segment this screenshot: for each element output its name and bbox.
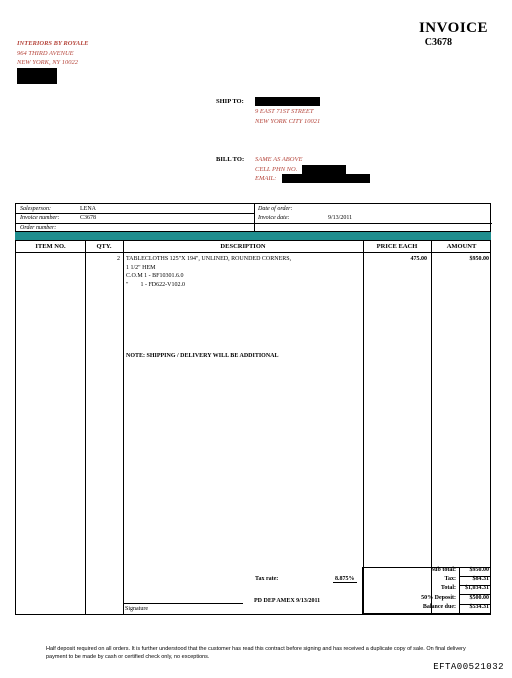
header-description: DESCRIPTION [220, 243, 266, 250]
ship-to-label: SHIP TO: [216, 98, 244, 105]
company-address-line1: 964 THIRD AVENUE [17, 49, 74, 57]
redaction-box [282, 174, 370, 183]
order-number-label: Order number: [20, 225, 57, 231]
bill-to-line1: SAME AS ABOVE [255, 156, 303, 163]
payment-note: PD DEP AMEX 9/13/2011 [254, 598, 321, 604]
company-block [17, 39, 89, 68]
description-line: " 1 - FD622-V102.0 [126, 281, 185, 288]
invoice-date-label: Invoice date: [258, 215, 290, 221]
tax-rate-label: Tax rate: [255, 576, 279, 582]
total-label: Total: [440, 585, 456, 591]
tax-value: $84.31 [472, 576, 489, 582]
salesperson-value: LENA [80, 206, 96, 212]
balance-due-label: Balance due: [422, 604, 456, 610]
ship-to-line2: NEW YORK CITY 10021 [255, 117, 321, 125]
total-value: $1,034.31 [465, 585, 489, 591]
bill-to-line3: EMAIL: [255, 175, 277, 182]
subtotal-label: Sub total: [430, 567, 456, 573]
header-price-each: PRICE EACH [376, 243, 418, 250]
tax-label: Tax: [444, 576, 456, 582]
item-price-each: 475.00 [410, 256, 427, 262]
description-line: C.O.M 1 - BF10301.6.0 [126, 273, 184, 279]
invoice-info-table [15, 203, 491, 232]
ship-to-address [255, 107, 320, 126]
signature-line [123, 603, 243, 604]
tax-rate-value: 8.875% [335, 576, 355, 582]
line-items-table [15, 240, 491, 615]
redaction-box [17, 68, 57, 84]
deposit-label: 50% Deposit: [421, 595, 456, 601]
bill-to-label: BILL TO: [216, 156, 245, 163]
bill-to-line2: CELL PHN NO. [255, 165, 298, 173]
teal-divider-bar [15, 232, 491, 240]
invoice-number: C3678 [424, 37, 452, 48]
header-amount: AMOUNT [446, 243, 477, 250]
company-name: INTERIORS BY ROYALE [17, 40, 89, 47]
deposit-value: $500.00 [469, 595, 489, 601]
header-qty: QTY. [96, 243, 112, 250]
description-line: TABLECLOTHS 125"X 194", UNLINED, ROUNDED CORNERS, [126, 256, 292, 262]
redaction-box [302, 165, 346, 174]
date-of-order-label: Date of order: [258, 206, 293, 212]
terms-footer: Half deposit required on all orders. It is further understood that the customer has read this contract before signing and has received a duplicate copy of sale. On final delivery payment to be made by cash or certified check only, no exceptions. [46, 646, 466, 660]
balance-due-value: $534.31 [469, 604, 489, 610]
subtotal-value: $950.00 [469, 567, 489, 573]
salesperson-label: Salesperson: [20, 206, 51, 212]
header-item-no: ITEM NO. [35, 243, 66, 250]
shipping-note: NOTE: SHIPPING / DELIVERY WILL BE ADDITIONAL [126, 353, 279, 359]
ship-to-line1: 9 EAST 71ST STREET [255, 108, 314, 115]
redaction-box [255, 97, 320, 106]
signature-label: Signature [125, 606, 148, 612]
item-amount: $950.00 [469, 256, 489, 262]
company-address-line2: NEW YORK, NY 10022 [17, 59, 79, 66]
invoice-number-value: C3678 [80, 215, 97, 221]
invoice-number-label: Invoice number: [20, 215, 60, 221]
description-line: 1 1/2" HEM [126, 264, 156, 271]
invoice-date-value: 9/13/2011 [328, 215, 353, 221]
item-description [126, 255, 362, 289]
item-qty: 2 [117, 256, 120, 262]
invoice-title: INVOICE [418, 20, 488, 36]
document-id: EFTA00521032 [433, 662, 504, 672]
